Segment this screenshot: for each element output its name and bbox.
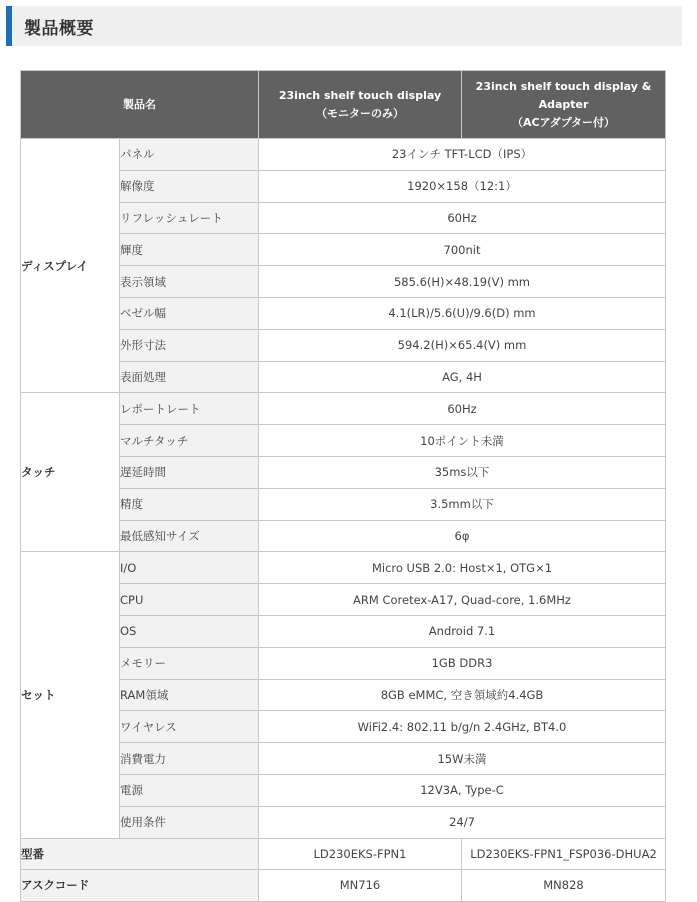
spec-label: レポートレート [120,393,259,425]
spec-value: 8GB eMMC, 空き領域約4.4GB [259,679,666,711]
spec-value: 3.5mm以下 [259,488,666,520]
footer-value: MN828 [462,870,666,902]
spec-value: 35ms以下 [259,456,666,488]
spec-body [21,139,666,902]
group-label: タッチ [21,393,120,552]
spec-value: 23インチ TFT-LCD（IPS） [259,139,666,171]
spec-row [21,552,666,584]
spec-value: 60Hz [259,393,666,425]
spec-value: 700nit [259,234,666,266]
spec-value: 1920×158（12:1） [259,170,666,202]
spec-value: 594.2(H)×65.4(V) mm [259,329,666,361]
spec-label: 精度 [120,488,259,520]
header-col-monitor [259,71,462,139]
spec-label: メモリー [120,647,259,679]
spec-label: マルチタッチ [120,425,259,457]
spec-label: 遅延時間 [120,456,259,488]
spec-label: RAM領域 [120,679,259,711]
spec-value: 4.1(LR)/5.6(U)/9.6(D) mm [259,297,666,329]
header-col-adapter-line1: 23inch shelf touch display & [475,79,652,93]
footer-value: LD230EKS-FPN1_FSP036-DHUA2 [462,838,666,870]
spec-value: 12V3A, Type-C [259,774,666,806]
spec-value: 15W未満 [259,743,666,775]
footer-value: LD230EKS-FPN1 [259,838,462,870]
spec-table [20,70,666,902]
spec-label: ワイヤレス [120,711,259,743]
spec-label: I/O [120,552,259,584]
spec-label: CPU [120,584,259,616]
header-product-name: 製品名 [21,71,259,139]
footer-label: アスクコード [21,870,259,902]
spec-row [21,139,666,171]
spec-label: ベゼル幅 [120,297,259,329]
spec-label: 外形寸法 [120,329,259,361]
header-col-monitor-line2: （モニターのみ） [316,106,404,120]
spec-value: 6φ [259,520,666,552]
group-label: ディスプレイ [21,139,120,393]
spec-value: 585.6(H)×48.19(V) mm [259,266,666,298]
header-col-monitor-line1: 23inch shelf touch display [278,88,442,102]
header-col-adapter-line3: （ACアダプター付） [511,115,616,129]
spec-label: 電源 [120,774,259,806]
footer-row [21,838,666,870]
spec-value: Micro USB 2.0: Host×1, OTG×1 [259,552,666,584]
footer-value: MN716 [259,870,462,902]
spec-label: 表示領域 [120,266,259,298]
spec-label: 消費電力 [120,743,259,775]
spec-value: 10ポイント未満 [259,425,666,457]
spec-value: WiFi2.4: 802.11 b/g/n 2.4GHz, BT4.0 [259,711,666,743]
spec-label: 表面処理 [120,361,259,393]
spec-value: Android 7.1 [259,615,666,647]
header-col-adapter-line2: Adapter [538,97,589,111]
section-title: 製品概要 [24,19,94,39]
spec-label: パネル [120,139,259,171]
spec-row [21,393,666,425]
section-header [6,6,682,46]
spec-value: AG, 4H [259,361,666,393]
spec-value: 1GB DDR3 [259,647,666,679]
spec-value: 60Hz [259,202,666,234]
header-row [21,71,666,139]
spec-label: 使用条件 [120,806,259,838]
footer-row [21,870,666,902]
footer-label: 型番 [21,838,259,870]
spec-label: 最低感知サイズ [120,520,259,552]
group-label: セット [21,552,120,838]
spec-label: OS [120,615,259,647]
spec-value: 24/7 [259,806,666,838]
spec-label: 輝度 [120,234,259,266]
spec-label: 解像度 [120,170,259,202]
spec-label: リフレッシュレート [120,202,259,234]
header-col-adapter [462,71,666,139]
spec-value: ARM Coretex-A17, Quad-core, 1.6MHz [259,584,666,616]
